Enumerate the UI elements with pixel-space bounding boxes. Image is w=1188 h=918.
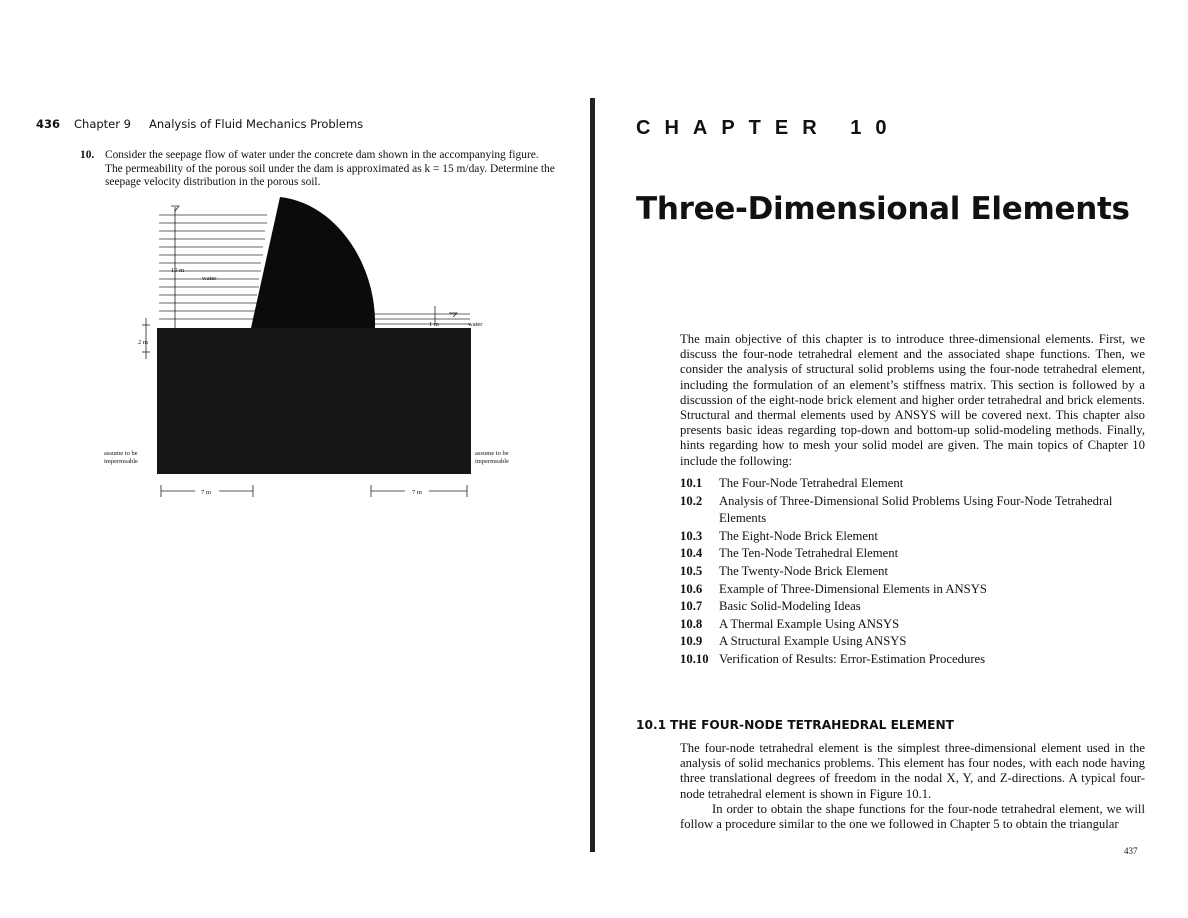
book-spine-shadow: [590, 98, 595, 852]
left-running-chapter: Chapter 9: [74, 117, 131, 131]
toc-item: [680, 598, 1150, 616]
toc-number: 10.1: [680, 476, 703, 490]
toc-item: [680, 581, 1150, 599]
section-body: [680, 741, 1145, 832]
toc-title: The Four-Node Tetrahedral Element: [719, 476, 904, 490]
porous-soil-region: [157, 328, 471, 474]
right-boundary-label-line2: impermeable: [475, 458, 509, 465]
toc-title: The Twenty-Node Brick Element: [719, 563, 889, 578]
toc-item: [680, 545, 1150, 563]
right-length-label: 7 m: [412, 489, 422, 496]
toc-number: 10.4: [680, 546, 703, 561]
downstream-water-label: water: [468, 321, 483, 328]
right-page-number: 437: [1124, 846, 1138, 856]
section-paragraph: In order to obtain the shape functions for the four-node tetrahedral element, we will follow a procedure similar to the one we followed in Chapter 5 to obtain the triangular: [680, 801, 1145, 832]
left-boundary-label-line2: impermeable: [104, 458, 138, 465]
toc-number: 10.7: [680, 599, 703, 614]
toc-item: [680, 528, 1150, 546]
downstream-depth-label: 1 m: [429, 321, 439, 328]
dam-seepage-figure: [95, 193, 515, 508]
toc-item: [680, 616, 1150, 634]
toc-title: The Eight-Node Brick Element: [719, 528, 878, 543]
toc-item: [680, 633, 1150, 651]
concrete-dam: [251, 197, 375, 328]
toc-title: A Thermal Example Using ANSYS: [719, 616, 900, 631]
toc-number: 10.2: [680, 493, 703, 508]
section-title: THE FOUR-NODE TETRAHEDRAL ELEMENT: [670, 718, 954, 732]
chapter-label: CHAPTER 10: [636, 117, 901, 139]
toc-item: [680, 563, 1150, 581]
toc-title: Basic Solid-Modeling Ideas: [719, 599, 861, 614]
chapter-intro: The main objective of this chapter is to introduce three-dimensional elements. First, we discuss the four-node tetrahedral element and the associated shape functions. Then, we consider the analysis of structural solid problems using the four-node tetrahedral element, including the formulation of an element’s stiffness matrix. This section is followed by a discussion of the eight-node brick element and higher order tetrahedral and brick elements. Structural and thermal elements used by ANSYS will be covered next. This chapter also presents basic ideas regarding top-down and bottom-up solid-modeling methods. Finally, hints regarding how to mesh your solid model are given. The main topics of Chapter 10 include the following:: [680, 332, 1145, 468]
toc-title: Verification of Results: Error-Estimation Procedures: [719, 651, 986, 666]
section-paragraph: The four-node tetrahedral element is the simplest three-dimensional element used in the analysis of solid mechanics problems. This element has four nodes, with each node having three translational degrees of freedom in the nodal X, Y, and Z-directions. A typical four-node tetrahedral element is shown in Figure 10.1.: [680, 741, 1145, 801]
left-page-number: 436: [36, 117, 61, 131]
upstream-depth-label: 10 m: [171, 267, 185, 274]
chapter-title: Three-Dimensional Elements: [636, 191, 1130, 227]
toc-title: The Ten-Node Tetrahedral Element: [719, 546, 899, 561]
problem-number: 10.: [80, 149, 95, 161]
toc-number: 10.5: [680, 563, 703, 578]
section-number: 10.1: [636, 718, 667, 732]
toc-number: 10.10: [680, 651, 709, 666]
problem-text: Consider the seepage flow of water under the concrete dam shown in the accompanying figure. The permeability of the porous soil under the dam is approximated as k = 15 m/day. Determine the seepage velocity distribution in the porous soil.: [105, 149, 555, 189]
toc-item: [680, 475, 1150, 493]
toc-number: 10.9: [680, 634, 703, 649]
toc-item: [680, 651, 1150, 669]
upstream-water-label: water: [202, 275, 217, 282]
right-boundary-label-line1: assume to be: [475, 450, 509, 457]
toc-title: Example of Three-Dimensional Elements in ANSYS: [719, 581, 987, 596]
toc-item: [680, 493, 1150, 528]
soil-depth-label: 2 m: [138, 339, 148, 346]
toc-number: 10.6: [680, 581, 703, 596]
exercise-problem: [80, 149, 558, 190]
chapter-topics-list: [680, 475, 1150, 669]
toc-number: 10.8: [680, 616, 703, 631]
toc-title: Analysis of Three-Dimensional Solid Problems Using Four-Node Tetrahedral Elements: [719, 493, 1113, 526]
section-heading: [636, 718, 954, 732]
left-running-title: Analysis of Fluid Mechanics Problems: [149, 117, 364, 131]
left-length-label: 7 m: [201, 489, 211, 496]
toc-title: A Structural Example Using ANSYS: [719, 634, 907, 649]
left-boundary-label-line1: assume to be: [104, 450, 138, 457]
toc-number: 10.3: [680, 528, 703, 543]
